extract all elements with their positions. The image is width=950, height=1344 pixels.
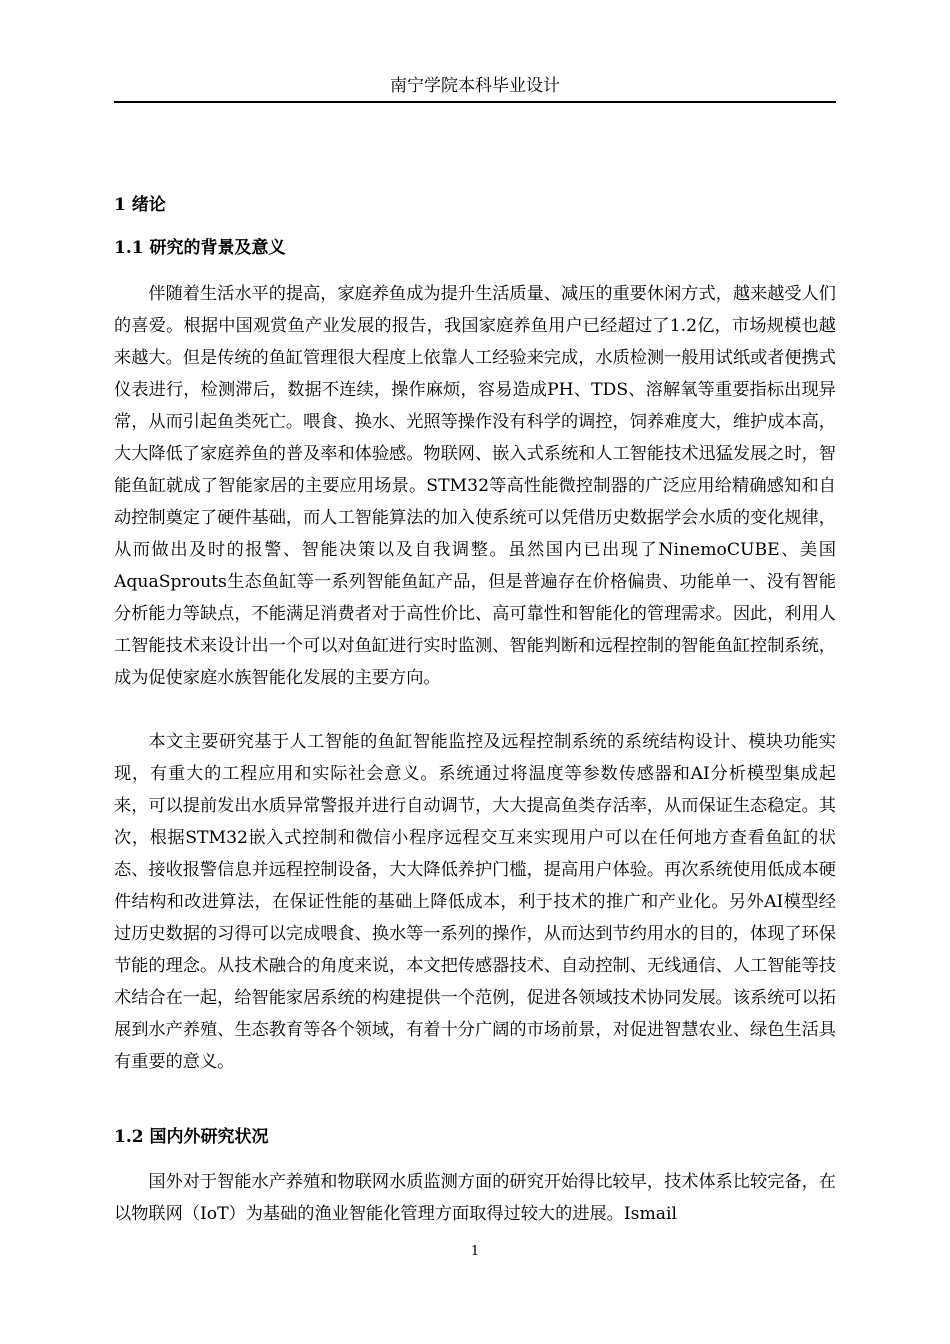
section-heading-1-1: 1.1 研究的背景及意义 [114, 238, 286, 258]
page-header-title: 南宁学院本科毕业设计 [390, 76, 560, 96]
chapter-heading: 1 绪论 [114, 195, 166, 215]
page-number: 1 [470, 1244, 480, 1259]
paragraph-background-1: 伴随着生活水平的提高，家庭养鱼成为提升生活质量、减压的重要休闲方式，越来越受人们的喜爱。根据中国观赏鱼产业发展的报告，我国家庭养鱼用户已经超过了1.2亿，市场规模也越来越大。但是传统的鱼缸管理很大程度上依靠人工经验来完成，水质检测一般用试纸或者便携式仪表进行，检测滞后，数据不连续，操作麻烦，容易造成PH、TDS、溶解氧等重要指标出现异常，从而引起鱼类死亡。喂食、换水、光照等操作没有科学的调控，饲养难度大，维护成本高，大大降低了家庭养鱼的普及率和体验感。物联网、嵌入式系统和人工智能技术迅猛发展之时，智能鱼缸就成了智能家居的主要应用场景。STM32等高性能微控制器的广泛应用给精确感知和自动控制奠定了硬件基础，而人工智能算法的加入使系统可以凭借历史数据学会水质的变化规律，从而做出及时的报警、智能决策以及自我调整。虽然国内已出现了NinemoCUBE、美国AquaSprouts生态鱼缸等一系列智能鱼缸产品，但是普遍存在价格偏贵、功能单一、没有智能分析能力等缺点，不能满足消费者对于高性价比、高可靠性和智能化的管理需求。因此，利用人工智能技术来设计出一个可以对鱼缸进行实时监测、智能判断和远程控制的智能鱼缸控制系统，成为促使家庭水族智能化发展的主要方向。 [114, 284, 836, 688]
header-rule [114, 101, 836, 103]
paragraph-background-2: 本文主要研究基于人工智能的鱼缸智能监控及远程控制系统的系统结构设计、模块功能实现，有重大的工程应用和实际社会意义。系统通过将温度等参数传感器和AI分析模型集成起来，可以提前发出水质异常警报并进行自动调节，大大提高鱼类存活率，从而保证生态稳定。其次，根据STM32嵌入式控制和微信小程序远程交互来实现用户可以在任何地方查看鱼缸的状态、接收报警信息并远程控制设备，大大降低养护门槛，提高用户体验。再次系统使用低成本硬件结构和改进算法，在保证性能的基础上降低成本，利于技术的推广和产业化。另外AI模型经过历史数据的习得可以完成喂食、换水等一系列的操作，从而达到节约用水的目的，体现了环保节能的理念。从技术融合的角度来说，本文把传感器技术、自动控制、无线通信、人工智能等技术结合在一起，给智能家居系统的构建提供一个范例，促进各领域技术协同发展。该系统可以拓展到水产养殖、生态教育等各个领域，有着十分广阔的市场前景，对促进智慧农业、绿色生活具有重要的意义。 [114, 732, 836, 1072]
paragraph-research-status: 国外对于智能水产养殖和物联网水质监测方面的研究开始得比较早，技术体系比较完备，在以物联网（IoT）为基础的渔业智能化管理方面取得过较大的进展。Ismail [114, 1172, 836, 1224]
section-heading-1-2: 1.2 国内外研究状况 [114, 1127, 269, 1147]
